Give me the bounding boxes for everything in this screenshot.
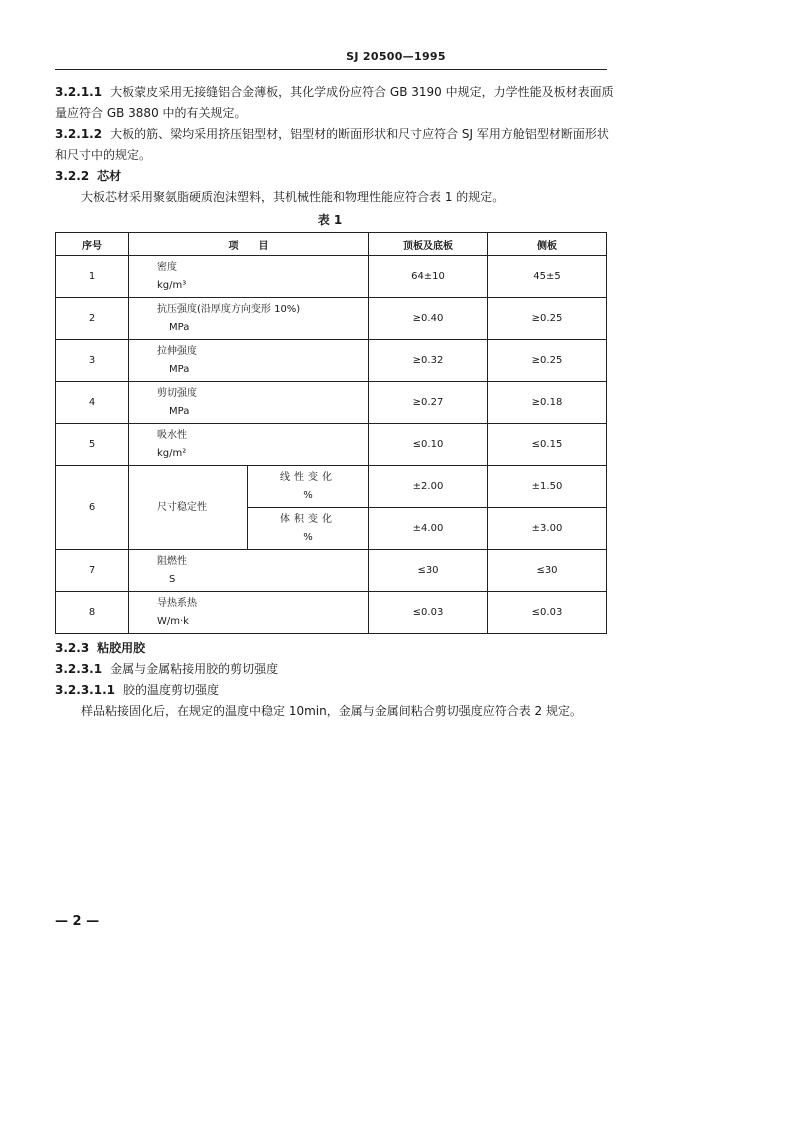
row-item <box>129 340 369 382</box>
table-caption: 表 1 <box>317 213 343 227</box>
clause-text: 大板蒙皮采用无接缝铝合金薄板，其化学成份应符合 GB 3190 中规定，力学性能及板材表面质量应符合 GB 3880 中的有关规定。 <box>55 85 614 120</box>
clause-number: 3.2.1.2 <box>55 127 103 141</box>
sub-item-label: 线性变化 <box>280 471 336 483</box>
table-header-row <box>56 233 607 256</box>
value-top-bottom: ≥0.27 <box>369 382 488 424</box>
clause-number: 3.2.1.1 <box>55 85 103 99</box>
item-unit: MPa <box>169 321 190 333</box>
item-label: 吸水性 <box>157 429 187 441</box>
value-top-bottom: ±4.00 <box>369 508 488 550</box>
item-label: 拉伸强度 <box>157 345 197 357</box>
row-item <box>129 592 369 634</box>
clause-heading: 芯材 <box>97 169 122 183</box>
sub-item-label: 体积变化 <box>280 513 336 525</box>
row-number: 6 <box>56 466 129 550</box>
table-row <box>56 340 607 382</box>
table-row <box>56 550 607 592</box>
row-number: 5 <box>56 424 129 466</box>
item-unit: MPa <box>169 405 190 417</box>
item-unit: kg/m³ <box>157 279 187 291</box>
value-side: 45±5 <box>488 256 607 298</box>
header-top-bottom: 顶板及底板 <box>369 233 488 256</box>
clause-heading: 粘胶用胶 <box>97 641 146 655</box>
spec-table <box>55 232 607 634</box>
header-side: 侧板 <box>488 233 607 256</box>
row-item <box>129 466 248 550</box>
value-top-bottom: ≤30 <box>369 550 488 592</box>
paragraph-3-2-1-2 <box>55 124 615 166</box>
value-top-bottom: ≤0.03 <box>369 592 488 634</box>
row-number: 3 <box>56 340 129 382</box>
row-item <box>129 550 369 592</box>
value-side: ≥0.25 <box>488 298 607 340</box>
sub-item-volume <box>248 508 369 550</box>
value-side: ±1.50 <box>488 466 607 508</box>
clause-text: 大板的筋、梁均采用挤压铝型材，铝型材的断面形状和尺寸应符合 SJ 军用方舱铝型材断面形状和尺寸中的规定。 <box>55 127 609 162</box>
item-label: 抗压强度(沿厚度方向变形 10%) <box>157 303 301 315</box>
value-top-bottom: ≥0.32 <box>369 340 488 382</box>
sub-item-linear <box>248 466 369 508</box>
table-row <box>56 592 607 634</box>
clause-number: 3.2.2 <box>55 169 90 183</box>
row-number: 8 <box>56 592 129 634</box>
row-item <box>129 256 369 298</box>
sub-item-unit: % <box>303 531 313 543</box>
value-top-bottom: ±2.00 <box>369 466 488 508</box>
table-row <box>56 256 607 298</box>
clause-text: 胶的温度剪切强度 <box>122 683 219 697</box>
row-number: 7 <box>56 550 129 592</box>
table-row <box>56 466 607 508</box>
item-unit: MPa <box>169 363 190 375</box>
paragraph-bonding-sample: 样品粘接固化后，在规定的温度中稳定 10min，金属与金属间粘合剪切强度应符合表 2 规定。 <box>81 704 582 718</box>
row-number: 1 <box>56 256 129 298</box>
item-label: 尺寸稳定性 <box>157 501 207 513</box>
clause-number: 3.2.3.1 <box>55 662 103 676</box>
paragraph-3-2-3 <box>55 638 615 659</box>
paragraph-3-2-1-1 <box>55 82 615 124</box>
row-number: 4 <box>56 382 129 424</box>
value-top-bottom: ≥0.40 <box>369 298 488 340</box>
item-unit: W/m·k <box>157 615 189 627</box>
table-row <box>56 424 607 466</box>
value-side: ≥0.25 <box>488 340 607 382</box>
table-row <box>56 382 607 424</box>
row-item <box>129 424 369 466</box>
value-side: ≥0.18 <box>488 382 607 424</box>
clause-number: 3.2.3.1.1 <box>55 683 115 697</box>
item-label: 剪切强度 <box>157 387 197 399</box>
item-label: 导热系热 <box>157 597 197 609</box>
clause-number: 3.2.3 <box>55 641 90 655</box>
row-item <box>129 298 369 340</box>
row-item <box>129 382 369 424</box>
sub-item-unit: % <box>303 489 313 501</box>
paragraph-3-2-2 <box>55 166 615 187</box>
header-rule <box>55 69 607 70</box>
item-unit: kg/m² <box>157 447 187 459</box>
value-side: ≤30 <box>488 550 607 592</box>
header-item: 项 目 <box>129 233 369 256</box>
row-number: 2 <box>56 298 129 340</box>
value-top-bottom: 64±10 <box>369 256 488 298</box>
table-row <box>56 298 607 340</box>
item-label: 阻燃性 <box>157 555 187 567</box>
value-top-bottom: ≤0.10 <box>369 424 488 466</box>
paragraph-3-2-3-1-1 <box>55 680 615 701</box>
page-header-title: SJ 20500—1995 <box>346 50 446 63</box>
value-side: ≤0.15 <box>488 424 607 466</box>
header-no: 序号 <box>56 233 129 256</box>
item-unit: S <box>169 573 176 585</box>
paragraph-3-2-3-1 <box>55 659 615 680</box>
clause-text: 金属与金属粘接用胶的剪切强度 <box>110 662 279 676</box>
page-number: — 2 — <box>55 914 100 929</box>
value-side: ±3.00 <box>488 508 607 550</box>
item-label: 密度 <box>157 261 177 273</box>
value-side: ≤0.03 <box>488 592 607 634</box>
paragraph-core-material: 大板芯材采用聚氨脂硬质泡沫塑料，其机械性能和物理性能应符合表 1 的规定。 <box>81 190 505 204</box>
